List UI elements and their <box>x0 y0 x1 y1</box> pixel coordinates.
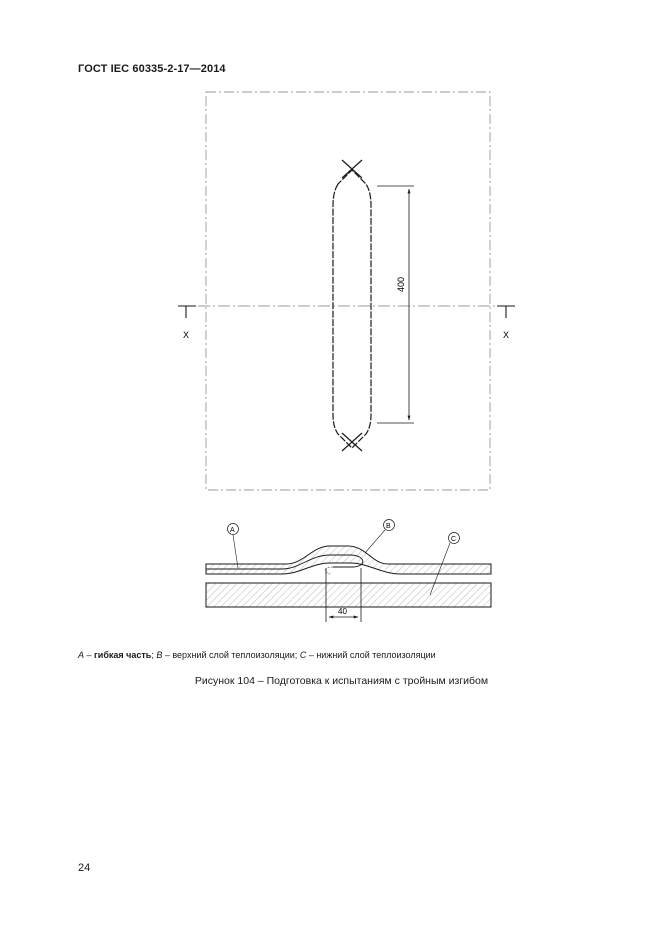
dimension-40-label: 40 <box>338 607 347 616</box>
section-view <box>206 520 491 623</box>
legend-text-a: гибкая часть <box>94 650 152 660</box>
label-c: C <box>451 536 457 543</box>
legend-sep: ; <box>151 650 157 660</box>
figure-legend <box>78 650 436 660</box>
legend-key-b: B <box>156 650 163 660</box>
lower-insulation-layer <box>206 583 491 607</box>
top-view <box>178 92 515 490</box>
bend-outline <box>333 170 371 448</box>
page-number: 24 <box>78 862 91 874</box>
dimension-400-label: 400 <box>396 276 406 292</box>
section-label-right: X <box>503 330 510 340</box>
upper-insulation-layer <box>206 546 491 574</box>
section-mark-right <box>497 306 515 318</box>
legend-text-c: – нижний слой теплоизоляции <box>306 650 436 660</box>
figure-caption: Рисунок 104 – Подготовка к испытаниям с тройным изгибом <box>194 675 489 687</box>
bottom-cross-mark <box>342 433 362 451</box>
section-mark-left <box>178 306 196 318</box>
flexible-part-tail <box>325 567 333 574</box>
document-header: ГОСТ IEC 60335-2-17—2014 <box>78 63 226 75</box>
legend-key-c: C <box>299 650 307 660</box>
legend-text-b: – верхний слой теплоизоляции; <box>162 650 300 660</box>
legend-dash-a: – <box>84 650 95 660</box>
label-a: A <box>230 527 235 534</box>
boundary-rectangle <box>206 92 490 490</box>
legend-key-a: A <box>78 650 85 660</box>
label-b: B <box>386 523 391 530</box>
top-cross-mark <box>342 160 362 178</box>
dimension-400 <box>377 186 414 423</box>
section-label-left: X <box>183 330 190 340</box>
